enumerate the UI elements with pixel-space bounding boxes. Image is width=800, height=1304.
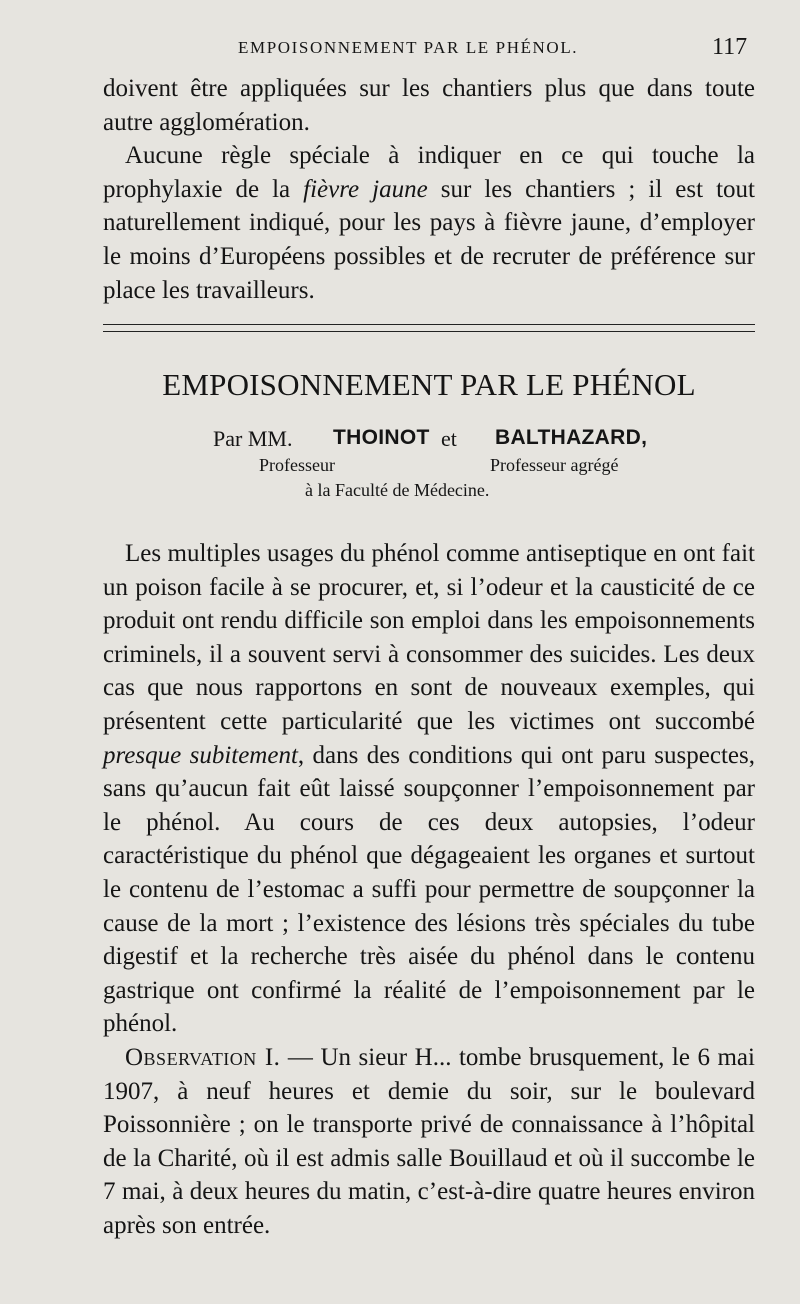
author-name: BALTHAZARD, bbox=[495, 426, 648, 449]
section-divider bbox=[103, 331, 755, 332]
text-run: sur les chantiers ; il est tout naturellement indiqué, pour les pays à fièvre jaune, d’employer le moins d’Européens possibles et de recruter de préférence sur place les travailleurs. bbox=[103, 175, 755, 304]
text-run: — Un sieur H... tombe brusquement, le 6 mai 1907, à neuf heures et demie du soir, sur le boulevard Poissonnière ; on le transporte privé de connaissance à l’hôpital de la Charité, où il est admis salle Bouillaud et où il succombe le 7 mai, à deux heures du matin, c’est-à-dire quatre heures environ après son entrée. bbox=[103, 1043, 755, 1239]
paragraph: doivent être appliquées sur les chantiers plus que dans toute autre agglomération. bbox=[103, 75, 755, 136]
affiliation: à la Faculté de Médecine. bbox=[305, 480, 490, 500]
by-label: Par MM. bbox=[213, 426, 293, 451]
author-role: Professeur agrégé bbox=[490, 455, 619, 475]
author-name: THOINOT bbox=[333, 426, 430, 449]
text-run: , dans des conditions qui ont paru suspectes, sans qu’aucun fait eût laissé soupçonner l’empoisonnement par le phénol. Au cours de ces deux autopsies, l’odeur caractéristique du phénol que dégageaient les organes et surtout le contenu de l’estomac a suffi pour permettre de soupçonner la cause de la mort ; l’existence des lésions très spéciales du tube digestif et la recherche très aisée du phénol dans le contenu gastrique ont confirmé la réalité de l’empoisonnement par le phénol. bbox=[103, 741, 755, 1038]
author-role: Professeur bbox=[259, 455, 335, 475]
emphasis: fièvre jaune bbox=[303, 175, 428, 203]
previous-section-text bbox=[103, 72, 755, 307]
running-title: EMPOISONNEMENT PAR LE PHÉNOL. bbox=[238, 38, 579, 57]
observation-label: Observation I. bbox=[125, 1043, 281, 1071]
text-run: Les multiples usages du phénol comme antiseptique en ont fait un poison facile à se procurer, et, si l’odeur et la causticité de ce produit ont rendu difficile son emploi dans les empoisonnements criminels, il a souvent servi à consommer des suicides. Les deux cas que nous rapportons en sont de nouveaux exemples, qui présentent cette particularité que les victimes ont succombé bbox=[103, 540, 755, 735]
section-divider bbox=[103, 324, 755, 325]
conjunction: et bbox=[441, 426, 457, 451]
paragraph bbox=[103, 1041, 755, 1243]
page-number: 117 bbox=[712, 34, 748, 60]
article-title: EMPOISONNEMENT PAR LE PHÉNOL bbox=[162, 367, 696, 402]
authors-line bbox=[0, 424, 800, 456]
emphasis: presque subitement bbox=[103, 741, 298, 769]
text-run: Aucune règle spéciale à indiquer en ce qui touche la prophylaxie de la bbox=[103, 142, 755, 203]
running-head bbox=[0, 34, 800, 64]
article-body bbox=[103, 537, 755, 1242]
paragraph bbox=[103, 139, 755, 307]
paragraph bbox=[103, 537, 755, 1041]
